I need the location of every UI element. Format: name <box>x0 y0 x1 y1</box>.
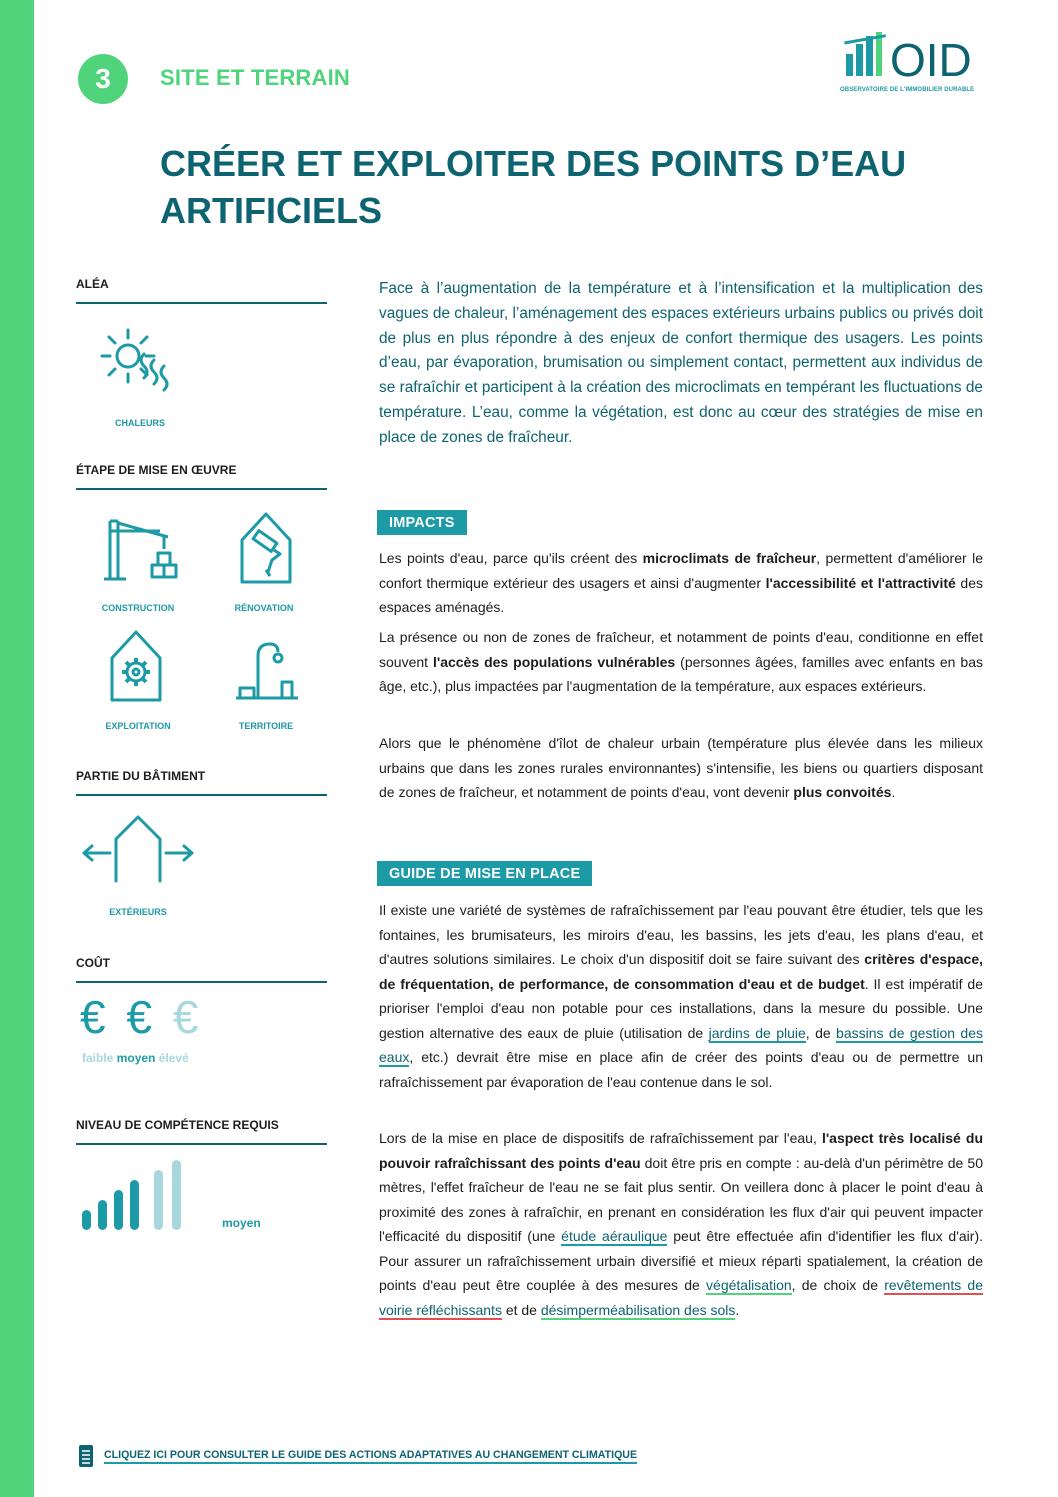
house-exterior-arrows-icon <box>80 813 196 885</box>
cost-legend <box>82 1051 189 1065</box>
etape-label-renovation: RÉNOVATION <box>234 603 294 613</box>
link-jardins-de-pluie[interactable]: jardins de pluie <box>708 1024 806 1041</box>
guide-paragraph-1: Il existe une variété de systèmes de rafraîchissement par l'eau pouvant être étudier, tels que les fontaines, les brumisateurs, les miroirs d'eau, les bassins, les jets d'eau, les plans d'eau, et d'autres solutions similaires. Le choix d'un dispositif doit se faire suivant des critères d'espace, de fréquentation, de performance, de consommation d'eau et de budget. Il est impératif de prioriser l'emploi d'eau non potable pour ces installations, dans la mesure du possible. Une gestion alternative des eaux de pluie (utilisation de jardins de pluie, de bassins de gestion des eaux, etc.) devrait être mise en place afin de créer des points d'eau ou de permettre un rafraîchissement par évaporation de l'eau contenue dans le sol. <box>379 902 983 1090</box>
alea-label-chaleurs: CHALEURS <box>114 418 165 428</box>
competence-bar <box>114 1190 123 1230</box>
link-desimpermeabilisation[interactable]: désimperméabilisation des sols <box>540 1301 736 1318</box>
link-revetements-voirie[interactable]: revêtements de voirie réfléchissants <box>379 1277 983 1318</box>
impacts-heading: IMPACTS <box>377 510 467 535</box>
competence-level-label: moyen <box>222 1216 261 1230</box>
link-vegetalisation[interactable]: végétalisation <box>706 1277 792 1293</box>
gear-house-icon <box>108 628 164 704</box>
impacts-paragraph-1: Les points d'eau, parce qu'ils créent des microclimats de fraîcheur, permettent d'améliorer le confort thermique extérieur des usagers et ainsi d'augmenter l'accessibilité et l'attractivité des espaces aménagés. <box>379 550 983 615</box>
cost-rating <box>80 990 202 1044</box>
section-label: SITE ET TERRAIN <box>160 65 351 90</box>
street-lamp-bench-icon <box>232 640 302 702</box>
etape-label-exploitation: EXPLOITATION <box>105 721 171 731</box>
cost-legend-high: élevé <box>158 1051 189 1065</box>
competence-bar-inactive <box>172 1160 181 1230</box>
left-accent-bar <box>0 0 34 1497</box>
cost-legend-low: faible <box>82 1051 114 1065</box>
logo-text: OID <box>890 34 972 86</box>
euro-icon: € <box>80 991 110 1043</box>
sun-heat-icon <box>96 326 176 402</box>
etape-label-territoire: TERRITOIRE <box>238 721 294 731</box>
competence-bar-inactive <box>154 1170 163 1230</box>
partie-heading: PARTIE DU BÂTIMENT <box>76 769 327 796</box>
document-icon <box>78 1444 94 1468</box>
euro-icon: € <box>126 991 156 1043</box>
crane-icon <box>100 513 180 583</box>
competence-bar <box>130 1180 139 1230</box>
page-title: CRÉER ET EXPLOITER DES POINTS D’EAU ARTIFICIELS <box>160 143 907 231</box>
impacts-paragraph-2: La présence ou non de zones de fraîcheur, et notamment de points d'eau, conditionne en effet souvent l'accès des populations vulnérables (personnes âgées, familles avec enfants en bas âge, etc.), plus impactées par l'augmentation de la température, aux espaces extérieurs. <box>379 629 983 694</box>
impacts-paragraph-3: Alors que le phénomène d'îlot de chaleur urbain (température plus élevée dans les milieux urbains que dans les zones rurales environnantes) s'intensifie, les biens ou quartiers disposant de zones de fraîcheur, et notamment de points d'eau, vont devenir plus convoités. <box>379 735 983 800</box>
euro-icon-inactive: € <box>172 991 203 1043</box>
link-bassins-gestion-eaux[interactable]: bassins de gestion des eaux <box>379 1024 983 1065</box>
logo-tagline: OBSERVATOIRE DE L'IMMOBILIER DURABLE <box>840 87 975 93</box>
partie-label-exterieurs: EXTÉRIEURS <box>109 907 167 917</box>
link-etude-aeraulique[interactable]: étude aéraulique <box>561 1228 668 1244</box>
guide-heading: GUIDE DE MISE EN PLACE <box>377 861 592 886</box>
etape-heading: ÉTAPE DE MISE EN ŒUVRE <box>76 463 327 490</box>
competence-bar <box>98 1200 107 1230</box>
logo-buildings-icon <box>844 32 886 76</box>
cost-legend-mid: moyen <box>116 1051 156 1065</box>
competence-level-bars <box>82 1160 192 1230</box>
section-number-badge: 3 <box>78 54 128 104</box>
intro-paragraph: Face à l’augmentation de la température et à l’intensification et la multiplication des vagues de chaleur, l’aménagement des espaces extérieurs urbains publics ou privés doit de plus en plus répondre à des enjeux de confort thermique des usagers. Les points d’eau, par évaporation, brumisation ou simplement contact, permettent aux individus de se rafraîchir et participent à la création des microclimats en tempérant les fluctuations de température. L’eau, comme la végétation, est donc au cœur des stratégies de mise en place de zones de fraîcheur. <box>379 280 984 446</box>
paint-roller-house-icon <box>238 510 294 586</box>
competence-heading: NIVEAU DE COMPÉTENCE REQUIS <box>76 1118 327 1145</box>
footer-guide-link[interactable]: CLIQUEZ ICI POUR CONSULTER LE GUIDE DES ACTIONS ADAPTATIVES AU CHANGEMENT CLIMATIQUE <box>104 1449 637 1464</box>
alea-heading: ALÉA <box>76 277 327 304</box>
competence-bar <box>82 1210 91 1230</box>
etape-label-construction: CONSTRUCTION <box>101 603 175 613</box>
cout-heading: COÛT <box>76 956 327 983</box>
guide-paragraph-2: Lors de la mise en place de dispositifs de rafraîchissement par l'eau, l'aspect très localisé du pouvoir rafraîchissant des points d'eau doit être pris en compte : au-delà d'un périmètre de 50 mètres, l'effet fraîcheur de l'eau ne se fait plus sentir. On veillera donc à placer le point d'eau à proximité des zones à rafraîchir, en prenant en considération les flux d'air qui peuvent impacter l'efficacité du dispositif (une étude aéraulique peut être effectuée afin d'identifier les flux d'air). Pour assurer un rafraîchissement urbain diversifié et mieux réparti spatialement, la création de points d'eau peut être couplée à des mesures de végétalisation, de choix de revêtements de voirie réfléchissants et de désimperméabilisation des sols. <box>379 1130 984 1318</box>
